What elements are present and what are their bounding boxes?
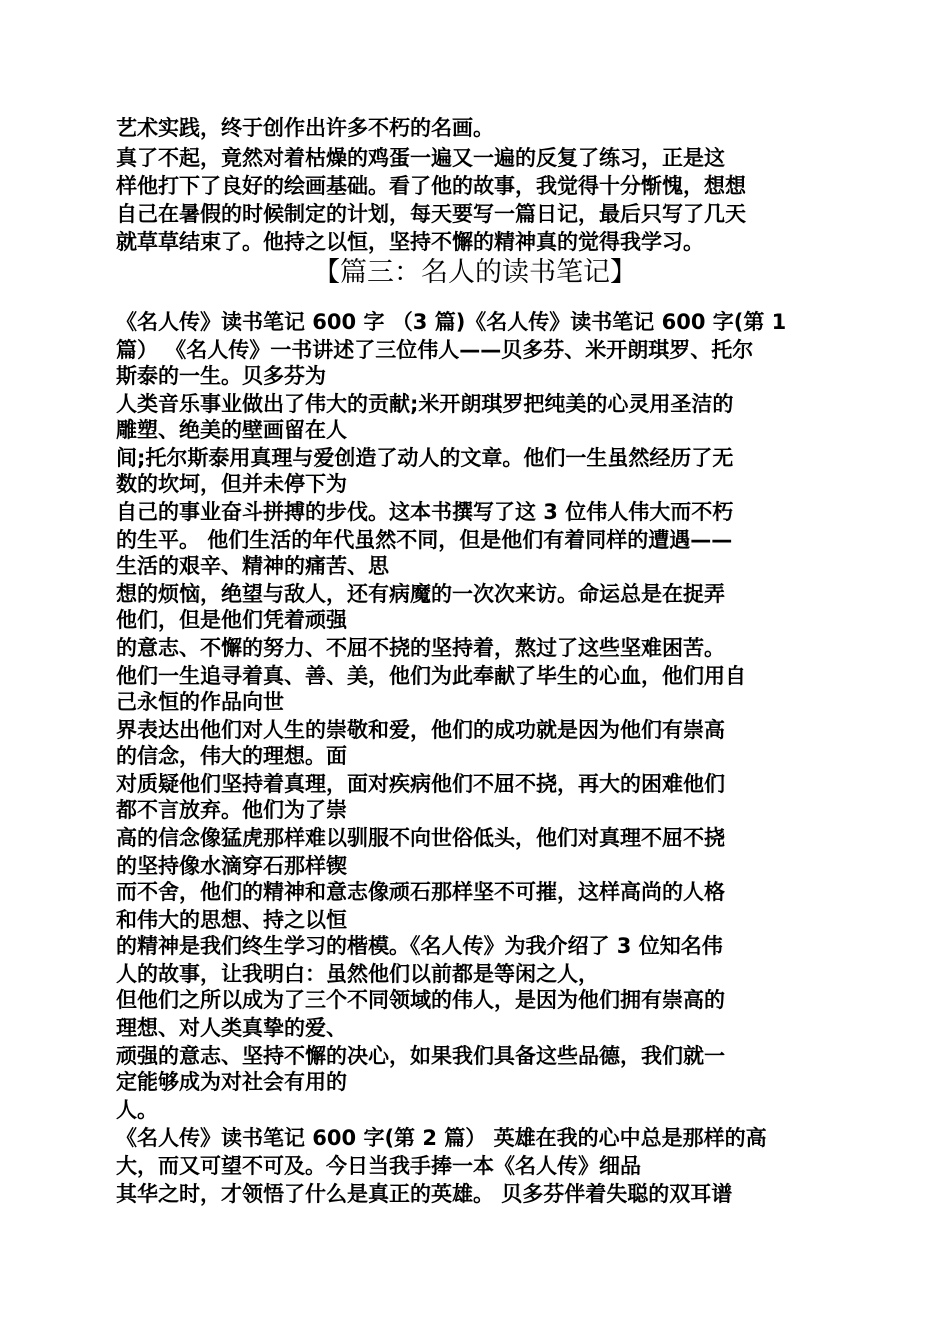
text-line: 人的故事，让我明白：虽然他们以前都是等闲之人， — [116, 962, 599, 986]
text-line: 就草草结束了。他持之以恒，坚持不懈的精神真的觉得我学习。 — [116, 230, 704, 254]
text-line: 数的坎坷，但并未停下为 — [116, 472, 347, 496]
text-line: 斯泰的一生。贝多芬为 — [116, 364, 326, 388]
text-line: 人。 — [116, 1098, 158, 1122]
section-heading: 【篇三：名人的读书笔记】 — [313, 257, 637, 288]
text-line: 大，而又可望不可及。今日当我手捧一本《名人传》细品 — [116, 1154, 641, 1178]
text-line: 真了不起，竟然对着枯燥的鸡蛋一遍又一遍的反复了练习，正是这 — [116, 146, 725, 170]
text-line: 的意志、不懈的努力、不屈不挠的坚持着，熬过了这些坚难困苦。 — [116, 636, 725, 660]
text-line: 高的信念像猛虎那样难以驯服不向世俗低头，他们对真理不屈不挠 — [116, 826, 725, 850]
text-line: 样他打下了良好的绘画基础。看了他的故事，我觉得十分惭愧，想想 — [116, 174, 746, 198]
text-line: 人类音乐事业做出了伟大的贡献;米开朗琪罗把纯美的心灵用圣洁的 — [116, 392, 734, 416]
text-line: 对质疑他们坚持着真理，面对疾病他们不屈不挠，再大的困难他们 — [116, 772, 725, 796]
text-line: 《名人传》读书笔记 600 字 （3 篇)《名人传》读书笔记 600 字(第 1 — [116, 310, 787, 334]
text-line: 间;托尔斯泰用真理与爱创造了动人的文章。他们一生虽然经历了无 — [116, 446, 734, 470]
text-line: 篇） 《名人传》一书讲述了三位伟人——贝多芬、米开朗琪罗、托尔 — [116, 338, 754, 362]
text-line: 界表达出他们对人生的崇敬和爱，他们的成功就是因为他们有崇高 — [116, 718, 725, 742]
text-line: 但他们之所以成为了三个不同领域的伟人，是因为他们拥有崇高的 — [116, 988, 725, 1012]
text-line: 理想、对人类真挚的爱、 — [116, 1016, 347, 1040]
text-line: 其华之时，才领悟了什么是真正的英雄。 贝多芬伴着失聪的双耳谱 — [116, 1182, 733, 1206]
text-line: 和伟大的思想、持之以恒 — [116, 908, 347, 932]
text-line: 自己的事业奋斗拼搏的步伐。这本书撰写了这 3 位伟人伟大而不朽 — [116, 500, 734, 524]
text-line: 定能够成为对社会有用的 — [116, 1070, 347, 1094]
text-line: 都不言放弃。他们为了崇 — [116, 798, 347, 822]
text-line: 自己在暑假的时候制定的计划，每天要写一篇日记，最后只写了几天 — [116, 202, 746, 226]
text-line: 的精神是我们终生学习的楷模。《名人传》为我介绍了 3 位知名伟 — [116, 934, 723, 958]
text-line: 己永恒的作品向世 — [116, 690, 284, 714]
text-line: 的生平。 他们生活的年代虽然不同，但是他们有着同样的遭遇—— — [116, 528, 733, 552]
text-line: 的信念，伟大的理想。面 — [116, 744, 347, 768]
text-line: 的坚持像水滴穿石那样锲 — [116, 854, 347, 878]
text-line: 生活的艰辛、精神的痛苦、思 — [116, 554, 389, 578]
text-line: 而不舍，他们的精神和意志像顽石那样坚不可摧，这样高尚的人格 — [116, 880, 725, 904]
text-line: 顽强的意志、坚持不懈的决心，如果我们具备这些品德，我们就一 — [116, 1044, 725, 1068]
text-line: 雕塑、绝美的壁画留在人 — [116, 418, 347, 442]
text-line: 艺术实践，终于创作出许多不朽的名画。 — [116, 116, 494, 140]
text-line: 他们一生追寻着真、善、美，他们为此奉献了毕生的心血，他们用自 — [116, 664, 746, 688]
text-line: 想的烦恼，绝望与敌人，还有病魔的一次次来访。命运总是在捉弄 — [116, 582, 725, 606]
text-line: 他们，但是他们凭着顽强 — [116, 608, 347, 632]
text-line: 《名人传》读书笔记 600 字(第 2 篇） 英雄在我的心中总是那样的高 — [116, 1126, 767, 1150]
